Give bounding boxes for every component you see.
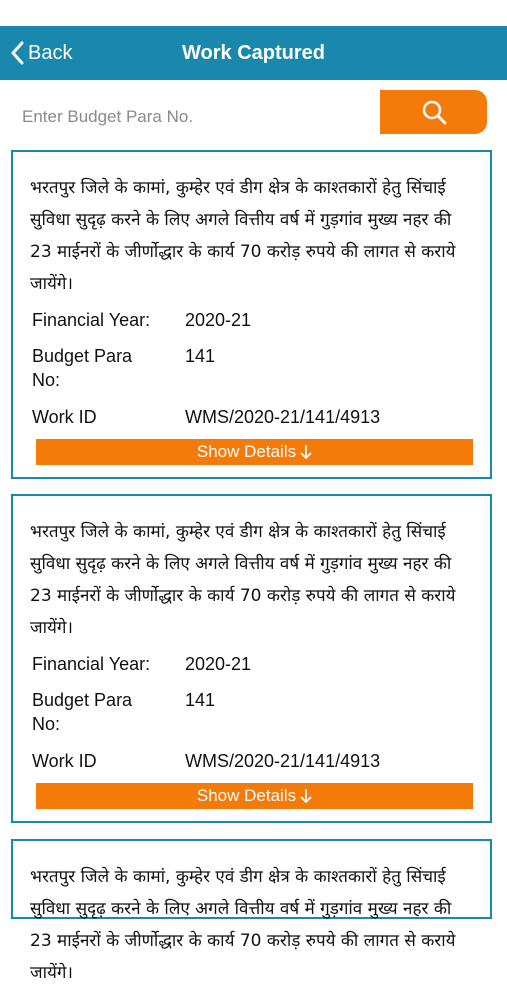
- arrow-down-icon: [300, 444, 312, 460]
- work-id-value: WMS/2020-21/141/4913: [185, 751, 381, 771]
- show-details-label: Show Details: [196, 786, 297, 805]
- budget-para-search-input[interactable]: [20, 100, 364, 134]
- status-bar: [0, 0, 507, 26]
- work-id-value: WMS/2020-21/141/4913: [185, 407, 381, 427]
- search-icon: [421, 99, 447, 125]
- work-id-label: Work ID: [32, 407, 97, 427]
- arrow-down-icon: [300, 788, 312, 804]
- work-description: भरतपुर जिले के कामां, कुम्हेर एवं डीग क्षेत्र के काश्तकारों हेतु सिंचाई सुविधा सुदृढ़ करने के लिए अगले वित्तीय वर्ष में गुड़गांव मुख्य नहर की 23 माईनरों के जीर्णोद्धार के कार्य 70 करोड़ रुपये की लागत से कराये जायेंगे।: [30, 867, 456, 983]
- show-details-button[interactable]: [36, 439, 473, 465]
- work-description: भरतपुर जिले के कामां, कुम्हेर एवं डीग क्षेत्र के काश्तकारों हेतु सिंचाई सुविधा सुदृढ़ करने के लिए अगले वित्तीय वर्ष में गुड़गांव मुख्य नहर की 23 माईनरों के जीर्णोद्धार के कार्य 70 करोड़ रुपये की लागत से कराये जायेंगे।: [30, 178, 456, 294]
- budget-para-label: Budget Para No:: [32, 690, 133, 734]
- financial-year-value: 2020-21: [185, 310, 252, 330]
- work-id-label: Work ID: [32, 751, 97, 771]
- show-details-button[interactable]: [36, 783, 473, 809]
- show-details-label: Show Details: [196, 442, 297, 461]
- navigation-bar: [0, 26, 507, 80]
- financial-year-label: Financial Year:: [32, 310, 151, 330]
- budget-para-label: Budget Para No:: [32, 346, 133, 390]
- work-card: [11, 494, 492, 823]
- back-label: Back: [28, 41, 73, 64]
- financial-year-value: 2020-21: [185, 654, 252, 674]
- page-title: Work Captured: [182, 42, 325, 64]
- work-card: [11, 150, 492, 479]
- budget-para-value: 141: [185, 690, 216, 710]
- search-row: [0, 80, 507, 150]
- search-button[interactable]: [380, 90, 487, 134]
- financial-year-label: Financial Year:: [32, 654, 151, 674]
- budget-para-value: 141: [185, 346, 216, 366]
- work-description: भरतपुर जिले के कामां, कुम्हेर एवं डीग क्षेत्र के काश्तकारों हेतु सिंचाई सुविधा सुदृढ़ करने के लिए अगले वित्तीय वर्ष में गुड़गांव मुख्य नहर की 23 माईनरों के जीर्णोद्धार के कार्य 70 करोड़ रुपये की लागत से कराये जायेंगे।: [30, 522, 456, 638]
- work-card: [11, 839, 492, 983]
